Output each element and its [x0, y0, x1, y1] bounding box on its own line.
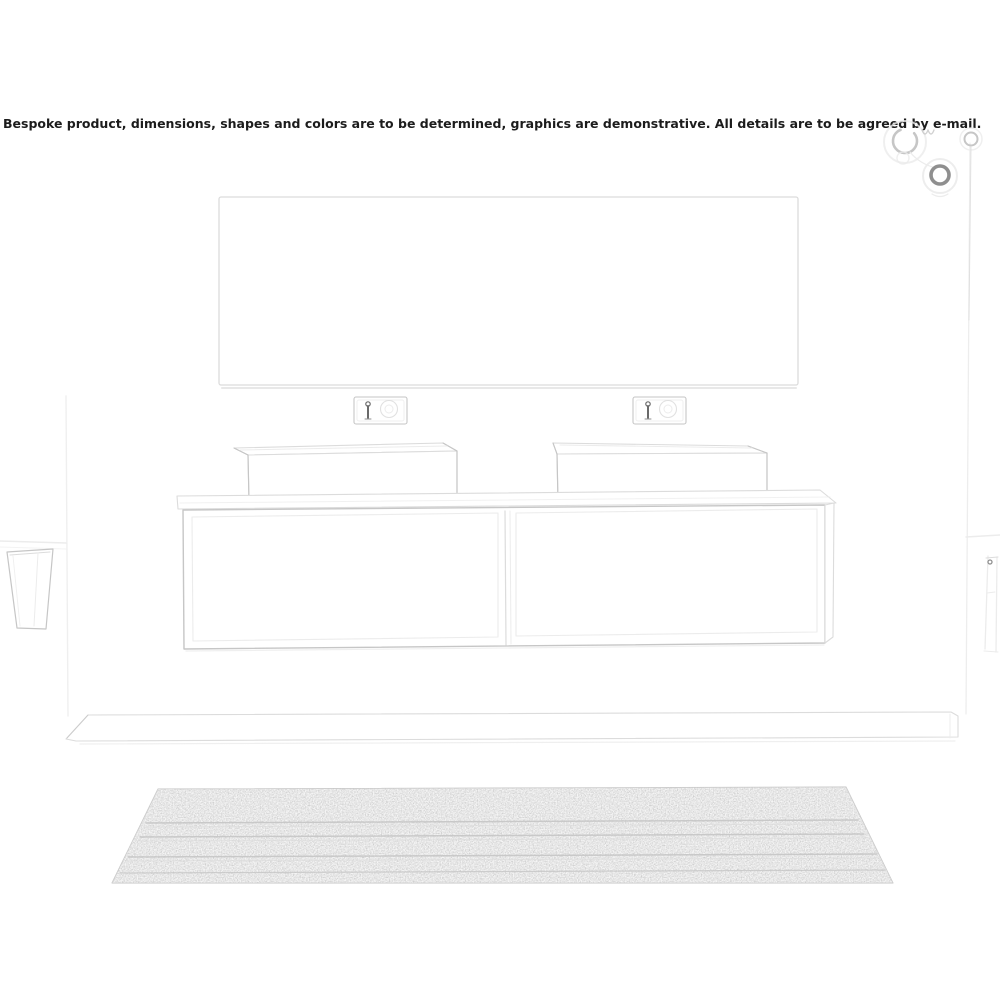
vanity-cabinet: [183, 503, 834, 651]
faucet-right-icon: [633, 397, 686, 424]
rug: [100, 780, 910, 890]
wall-ledge: [66, 712, 958, 744]
faucet-left-icon: [354, 397, 407, 424]
waste-bin: [7, 549, 53, 629]
wall-corner-right: [966, 143, 1000, 714]
mirror: [219, 197, 798, 388]
side-object-right: [984, 556, 998, 652]
pendant-lights-icon: [884, 121, 982, 320]
disclaimer-text: Bespoke product, dimensions, shapes and colors are to be determined, graphics are demonstrative. All details are to be agreed by e-mail.: [3, 116, 982, 131]
basin-left: [234, 443, 457, 501]
